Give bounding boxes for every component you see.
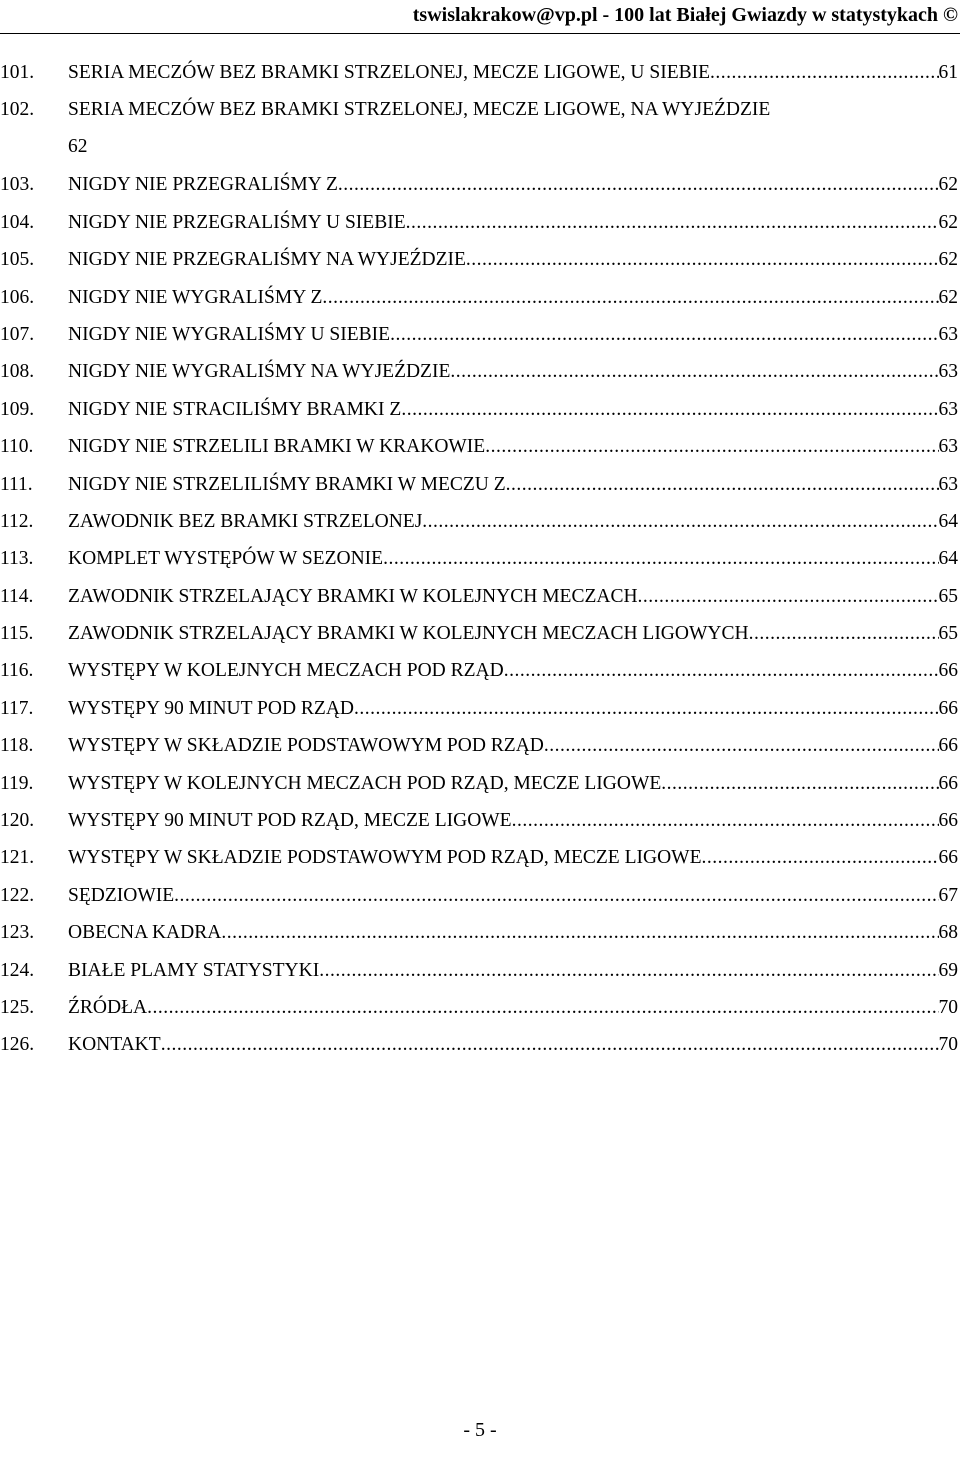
toc-entry-page: 66 [938, 735, 958, 757]
toc-entry-title[interactable]: NIGDY NIE WYGRALIŚMY NA WYJEŹDZIE [68, 361, 451, 383]
toc-entry[interactable] [0, 1032, 960, 1069]
toc-dot-leader [661, 771, 938, 797]
toc-dot-leader [319, 958, 938, 984]
toc-entry-number: 113. [0, 548, 34, 570]
toc-entry[interactable] [0, 696, 960, 733]
toc-entry-number: 125. [0, 996, 35, 1018]
toc-entry-page: 70 [938, 1034, 958, 1056]
toc-entry-number: 106. [0, 286, 35, 308]
toc-entry-page: 62 [68, 136, 88, 158]
toc-entry-page: 62 [938, 174, 958, 196]
toc-dot-leader [749, 621, 939, 647]
toc-entry-number: 119. [0, 772, 34, 794]
toc-entry-title[interactable]: WYSTĘPY 90 MINUT POD RZĄD, MECZE LIGOWE [68, 810, 512, 832]
toc-entry[interactable] [0, 509, 960, 546]
toc-entry-number: 112. [0, 510, 34, 532]
toc-dot-leader [485, 434, 938, 460]
toc-entry[interactable] [0, 920, 960, 957]
toc-dot-leader [406, 210, 939, 236]
toc-entry-title[interactable]: NIGDY NIE STRZELILI BRAMKI W KRAKOWIE [68, 436, 486, 458]
toc-entry-number: 102. [0, 99, 35, 121]
toc-entry-title[interactable]: NIGDY NIE STRZELILIŚMY BRAMKI W MECZU Z [68, 473, 506, 495]
toc-entry-title[interactable]: NIGDY NIE PRZEGRALIŚMY U SIEBIE [68, 211, 406, 233]
page-number: - 5 - [463, 1419, 497, 1441]
toc-entry-title[interactable]: KONTAKT [68, 1034, 161, 1056]
toc-entry-title[interactable]: WYSTĘPY W SKŁADZIE PODSTAWOWYM POD RZĄD [68, 735, 544, 757]
toc-entry-page: 66 [938, 847, 958, 869]
toc-entry-page: 67 [938, 884, 958, 906]
toc-entry-title[interactable]: ZAWODNIK STRZELAJĄCY BRAMKI W KOLEJNYCH MECZACH [68, 585, 638, 607]
toc-entry-number: 109. [0, 398, 35, 420]
toc-entry-title[interactable]: NIGDY NIE PRZEGRALIŚMY NA WYJEŹDZIE [68, 249, 466, 271]
toc-entry-page: 66 [938, 772, 958, 794]
toc-entry[interactable] [0, 97, 960, 172]
toc-entry[interactable] [0, 285, 960, 322]
toc-entry-title[interactable]: OBECNA KADRA [68, 922, 222, 944]
toc-entry-title[interactable]: SĘDZIOWIE [68, 884, 175, 906]
toc-entry-page: 62 [938, 286, 958, 308]
toc-entry[interactable] [0, 584, 960, 621]
toc-entry[interactable] [0, 958, 960, 995]
toc-dot-leader [322, 285, 938, 311]
toc-entry[interactable] [0, 546, 960, 583]
toc-entry-page: 64 [938, 510, 958, 532]
toc-entry[interactable] [0, 733, 960, 770]
toc-entry-page: 63 [938, 398, 958, 420]
toc-entry-page: 64 [938, 548, 958, 570]
toc-entry-page: 63 [938, 436, 958, 458]
toc-dot-leader [338, 172, 939, 198]
toc-entry-title[interactable]: ZAWODNIK STRZELAJĄCY BRAMKI W KOLEJNYCH MECZACH LIGOWYCH [68, 623, 749, 645]
header-divider [0, 33, 960, 34]
toc-entry[interactable] [0, 210, 960, 247]
toc-entry-title[interactable]: ŹRÓDŁA [68, 996, 148, 1018]
toc-entry[interactable] [0, 247, 960, 284]
toc-entry-title[interactable]: NIGDY NIE STRACILIŚMY BRAMKI Z [68, 398, 402, 420]
toc-entry-number: 110. [0, 436, 34, 458]
toc-entry-number: 122. [0, 884, 35, 906]
toc-entry-number: 103. [0, 174, 35, 196]
toc-entry-page: 69 [938, 959, 958, 981]
toc-entry-title[interactable]: ZAWODNIK BEZ BRAMKI STRZELONEJ [68, 510, 423, 532]
toc-entry[interactable] [0, 60, 960, 97]
toc-entry-number: 126. [0, 1034, 35, 1056]
toc-entry-number: 105. [0, 249, 35, 271]
toc-entry[interactable] [0, 771, 960, 808]
toc-entry-page: 65 [938, 623, 958, 645]
toc-entry-title[interactable]: NIGDY NIE WYGRALIŚMY U SIEBIE [68, 323, 391, 345]
toc-dot-leader [710, 60, 938, 86]
toc-entry[interactable] [0, 359, 960, 396]
toc-entry[interactable] [0, 322, 960, 359]
toc-entry-page: 63 [938, 473, 958, 495]
toc-entry-title[interactable]: WYSTĘPY W SKŁADZIE PODSTAWOWYM POD RZĄD, MECZE LIGOWE [68, 847, 702, 869]
toc-entry[interactable] [0, 883, 960, 920]
toc-entry-number: 101. [0, 62, 35, 83]
toc-dot-leader [504, 658, 939, 684]
toc-entry-number: 118. [0, 735, 34, 757]
toc-entry-page: 68 [938, 922, 958, 944]
toc-entry[interactable] [0, 621, 960, 658]
toc-entry[interactable] [0, 808, 960, 845]
toc-dot-leader [450, 359, 938, 385]
toc-entry-page: 65 [938, 585, 958, 607]
toc-entry-number: 114. [0, 585, 34, 607]
toc-dot-leader [544, 733, 939, 759]
toc-entry-number: 123. [0, 922, 35, 944]
toc-entry-number: 115. [0, 623, 34, 645]
toc-entry[interactable] [0, 845, 960, 882]
toc-entry-page: 66 [938, 660, 958, 682]
toc-dot-leader [390, 322, 938, 348]
toc-entry-number: 111. [0, 473, 33, 495]
toc-dot-leader [638, 584, 939, 610]
toc-entry-number: 104. [0, 211, 35, 233]
toc-entry-title[interactable]: WYSTĘPY W KOLEJNYCH MECZACH POD RZĄD [68, 660, 504, 682]
toc-entry-title[interactable]: NIGDY NIE PRZEGRALIŚMY Z [68, 174, 338, 196]
toc-dot-leader [701, 845, 938, 871]
toc-entry-number: 117. [0, 697, 34, 719]
toc-entry-number: 124. [0, 959, 35, 981]
toc-entry[interactable] [0, 434, 960, 471]
toc-dot-leader [354, 696, 938, 722]
toc-dot-leader [147, 995, 938, 1021]
toc-entry[interactable] [0, 472, 960, 509]
toc-entry-page: 63 [938, 361, 958, 383]
toc-entry-page: 66 [938, 810, 958, 832]
toc-entry-title[interactable]: WYSTĘPY 90 MINUT POD RZĄD [68, 697, 355, 719]
toc-entry-page: 63 [938, 323, 958, 345]
toc-entry-title[interactable]: KOMPLET WYSTĘPÓW W SEZONIE [68, 548, 384, 570]
toc-entry[interactable] [0, 658, 960, 695]
toc-entry-title[interactable]: SERIA MECZÓW BEZ BRAMKI STRZELONEJ, MECZE LIGOWE, NA WYJEŹDZIE [68, 99, 771, 121]
toc-entry-number: 120. [0, 810, 35, 832]
toc-dot-leader [383, 546, 938, 572]
toc-dot-leader [221, 920, 938, 946]
toc-entry-title[interactable]: BIAŁE PLAMY STATYSTYKI [68, 959, 320, 981]
toc-entry-number: 121. [0, 847, 35, 869]
toc-entry-number: 108. [0, 361, 35, 383]
toc-entry-number: 107. [0, 323, 35, 345]
toc-dot-leader [401, 397, 938, 423]
toc-entry-title[interactable]: WYSTĘPY W KOLEJNYCH MECZACH POD RZĄD, MECZE LIGOWE [68, 772, 662, 794]
toc-entry[interactable] [0, 397, 960, 434]
toc-entry-page: 66 [938, 697, 958, 719]
page-header-title: tswislakrakow@vp.pl - 100 lat Białej Gwiazdy w statystykach © [412, 4, 958, 26]
toc-dot-leader [506, 472, 939, 498]
toc-dot-leader [512, 808, 939, 834]
toc-dot-leader [422, 509, 938, 535]
toc-entry-title[interactable]: SERIA MECZÓW BEZ BRAMKI STRZELONEJ, MECZE LIGOWE, U SIEBIE [68, 62, 711, 83]
table-of-contents [0, 60, 960, 1070]
toc-dot-leader [174, 883, 938, 909]
toc-entry-number: 116. [0, 660, 34, 682]
toc-entry-page: 61 [938, 62, 958, 83]
toc-entry-page: 62 [938, 211, 958, 233]
toc-entry-page: 70 [938, 996, 958, 1018]
toc-entry[interactable] [0, 172, 960, 209]
toc-entry[interactable] [0, 995, 960, 1032]
toc-entry-title[interactable]: NIGDY NIE WYGRALIŚMY Z [68, 286, 323, 308]
toc-dot-leader [161, 1032, 939, 1058]
toc-entry-page: 62 [938, 249, 958, 271]
toc-dot-leader [466, 247, 939, 273]
